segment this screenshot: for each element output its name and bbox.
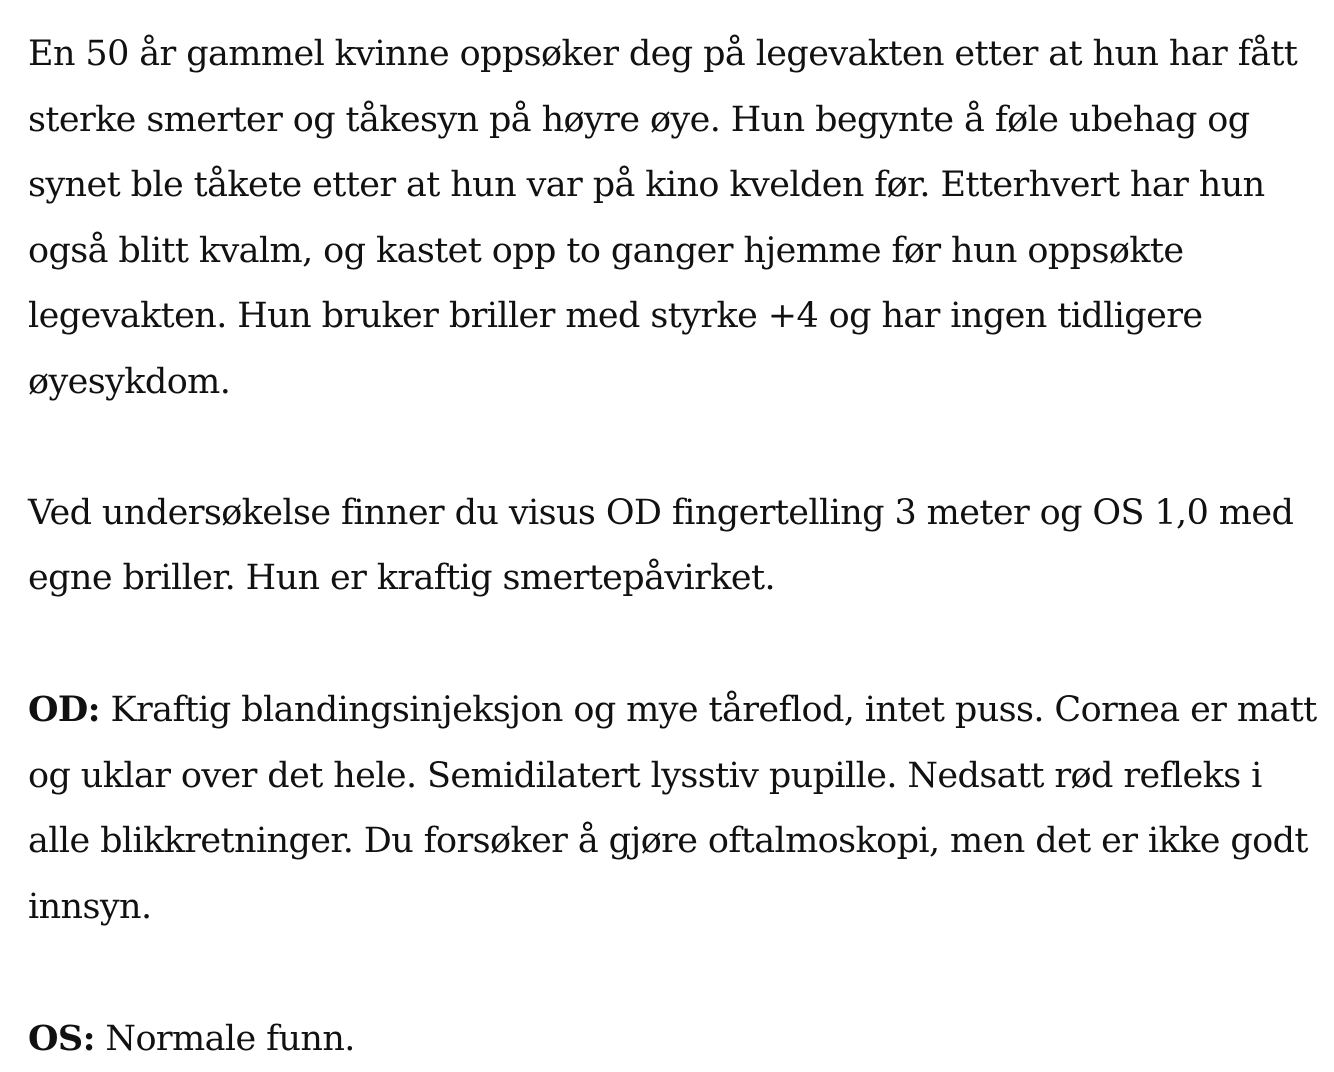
od-label: OD: [28, 689, 100, 730]
os-findings-paragraph [28, 1006, 1318, 1072]
os-findings-text: Normale funn. [95, 1019, 355, 1059]
od-findings-text: Kraftig blandingsinjeksjon og mye tåreflod, intet puss. Cornea er matt og uklar over det hele. Semidilatert lysstiv pupille. Nedsatt rød refleks i alle blikkretninger. Du forsøker å gjøre oftalmoskopi, men det er ikke godt innsyn. [28, 690, 1317, 927]
history-paragraph: En 50 år gammel kvinne oppsøker deg på legevakten etter at hun har fått sterke smerter og tåkesyn på høyre øye. Hun begynte å føle ubehag og synet ble tåkete etter at hun var på kino kvelden før. Etterhvert har hun også blitt kvalm, og kastet opp to ganger hjemme før hun oppsøkte legevakten. Hun bruker briller med styrke +4 og har ingen tidligere øyesykdom. [28, 22, 1318, 415]
od-findings-paragraph [28, 677, 1318, 940]
examination-paragraph: Ved undersøkelse finner du visus OD fingertelling 3 meter og OS 1,0 med egne briller. Hun er kraftig smertepåvirket. [28, 481, 1318, 612]
os-label: OS: [28, 1018, 95, 1059]
